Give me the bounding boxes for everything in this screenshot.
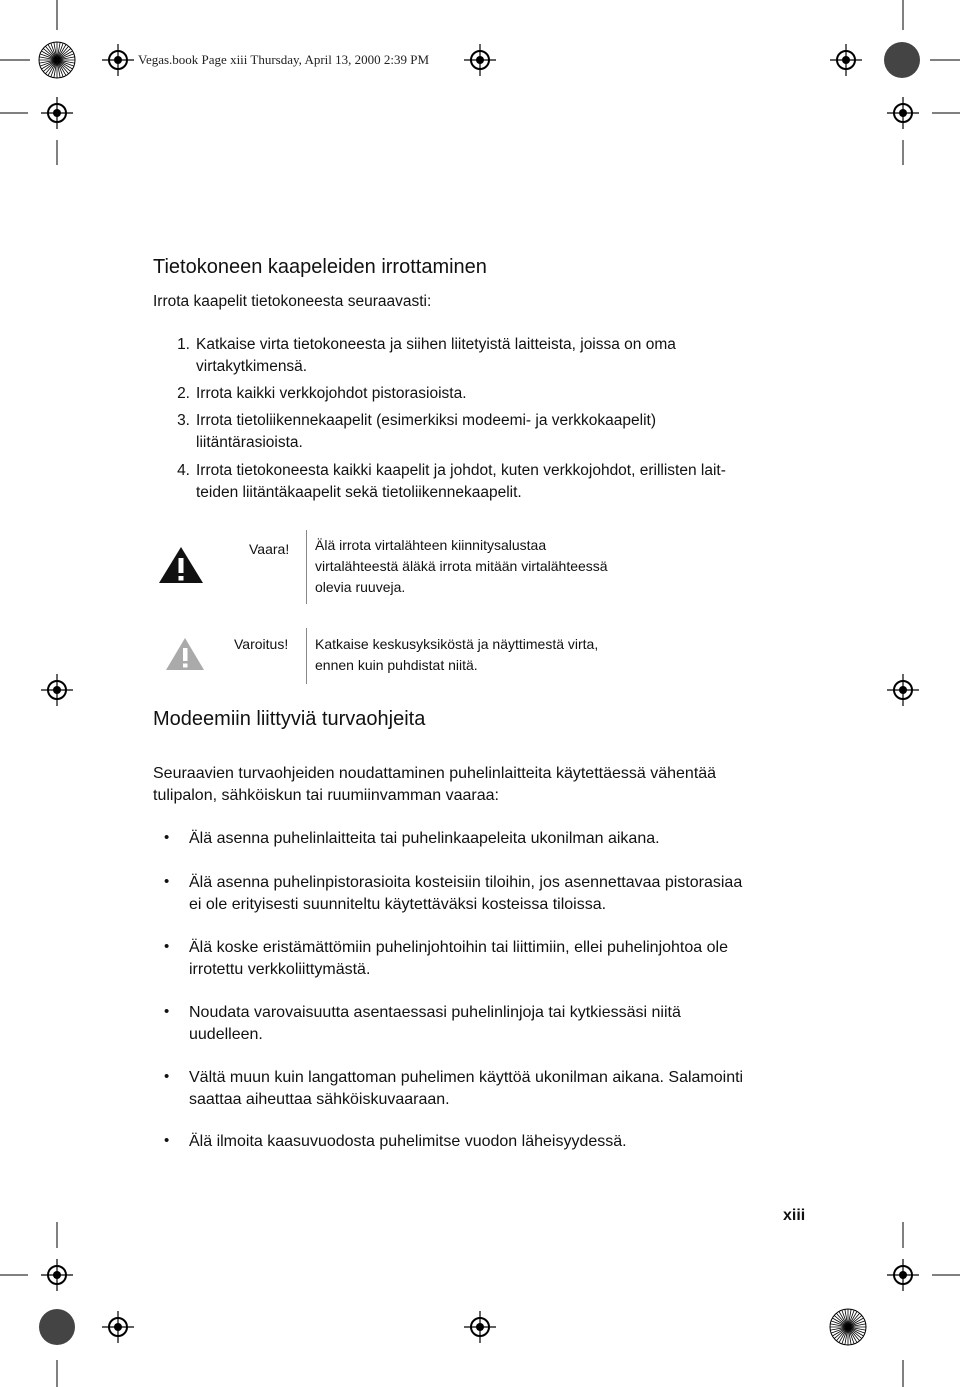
registration-mark-icon (101, 43, 135, 77)
caution-text-line: Katkaise keskusyksiköstä ja näyttimestä virta, (315, 636, 599, 652)
registration-mark-icon (463, 1310, 497, 1344)
bullet-text: uudelleen. (189, 1026, 263, 1043)
registration-mark-icon (829, 43, 863, 77)
step-text: virtakytkimensä. (196, 358, 308, 375)
color-disk-icon (38, 1308, 76, 1346)
section-intro (153, 763, 853, 807)
step-text: Irrota tietokoneesta kaikki kaapelit ja johdot, kuten verkkojohdot, erillisten lait- (196, 462, 726, 479)
bullet-icon: • (164, 873, 170, 890)
registration-mark-icon (40, 673, 74, 707)
bullet-icon: • (164, 1003, 170, 1020)
bullet-text: saattaa aiheuttaa sähköiskuvaaraan. (189, 1091, 450, 1108)
caution-text (315, 634, 735, 676)
caution-label: Varoitus! (234, 636, 289, 652)
danger-warning-icon (157, 545, 205, 585)
caution-warning-icon (164, 636, 206, 672)
bullet-text: ei ole erityisesti suunniteltu käytettäväksi kosteissa tiloissa. (189, 896, 607, 913)
danger-text-line: Älä irrota virtalähteen kiinnitysalustaa (315, 537, 547, 553)
bullet-text: Älä ilmoita kaasuvuodosta puhelimitse vuodon läheisyydessä. (189, 1133, 627, 1150)
note-divider (306, 530, 307, 604)
step-number: 2. (177, 385, 190, 402)
step-text: Katkaise virta tietokoneesta ja siihen liitetyistä laitteista, joissa on oma (196, 336, 676, 353)
step-text: Irrota tietoliikennekaapelit (esimerkiksi modeemi- ja verkkokaapelit) (196, 412, 657, 429)
registration-mark-icon (886, 96, 920, 130)
bullet-text: Älä asenna puhelinlaitteita tai puhelinkaapeleita ukonilman aikana. (189, 830, 660, 847)
registration-mark-icon (40, 1258, 74, 1292)
bullet-text: irrotettu verkkoliittymästä. (189, 961, 371, 978)
step-number: 4. (177, 462, 190, 479)
danger-text-line: olevia ruuveja. (315, 579, 406, 595)
intro-line: tulipalon, sähköiskun tai ruumiinvamman vaaraa: (153, 787, 499, 804)
step-number: 3. (177, 412, 190, 429)
starburst-target-icon (829, 1308, 867, 1346)
step-text: teiden liitäntäkaapelit sekä tietoliikennekaapelit. (196, 484, 522, 501)
intro-line: Seuraavien turvaohjeiden noudattaminen puhelinlaitteita käytettäessä vähentää (153, 765, 717, 782)
registration-mark-icon (40, 96, 74, 130)
danger-text (315, 535, 735, 598)
caution-text-line: ennen kuin puhdistat niitä. (315, 657, 478, 673)
registration-mark-icon (101, 1310, 135, 1344)
danger-text-line: virtalähteestä äläkä irrota mitään virtalähteessä (315, 558, 608, 574)
step-number: 1. (177, 336, 190, 353)
bullet-icon: • (164, 1132, 170, 1149)
bullet-icon: • (164, 938, 170, 955)
bullet-icon: • (164, 1068, 170, 1085)
step-text: Irrota kaikki verkkojohdot pistorasioista. (196, 385, 467, 402)
bullet-text: Älä asenna puhelinpistorasioita kosteisiin tiloihin, jos asennettavaa pistorasiaa (189, 874, 743, 891)
registration-mark-icon (463, 43, 497, 77)
bullet-text: Älä koske eristämättömiin puhelinjohtoihin tai liittimiin, ellei puhelinjohtoa ole (189, 939, 728, 956)
print-header: Vegas.book Page xiii Thursday, April 13, 2000 2:39 PM (138, 52, 430, 67)
section-intro: Irrota kaapelit tietokoneesta seuraavasti: (153, 293, 432, 310)
bullet-icon: • (164, 829, 170, 846)
section-title: Modeemiin liittyviä turvaohjeita (153, 708, 426, 730)
section-title: Tietokoneen kaapeleiden irrottaminen (153, 256, 487, 278)
bullet-text: Vältä muun kuin langattoman puhelimen käyttöä ukonilman aikana. Salamointi (189, 1069, 744, 1086)
starburst-target-icon (38, 41, 76, 79)
note-divider (306, 628, 307, 684)
color-disk-icon (883, 41, 921, 79)
bullet-text: Noudata varovaisuutta asentaessasi puhelinlinjoja tai kytkiessäsi niitä (189, 1004, 681, 1021)
step-text: liitäntärasioista. (196, 434, 303, 451)
danger-label: Vaara! (249, 541, 290, 557)
page-number: xiii (783, 1207, 806, 1224)
registration-mark-icon (886, 1258, 920, 1292)
registration-mark-icon (886, 673, 920, 707)
